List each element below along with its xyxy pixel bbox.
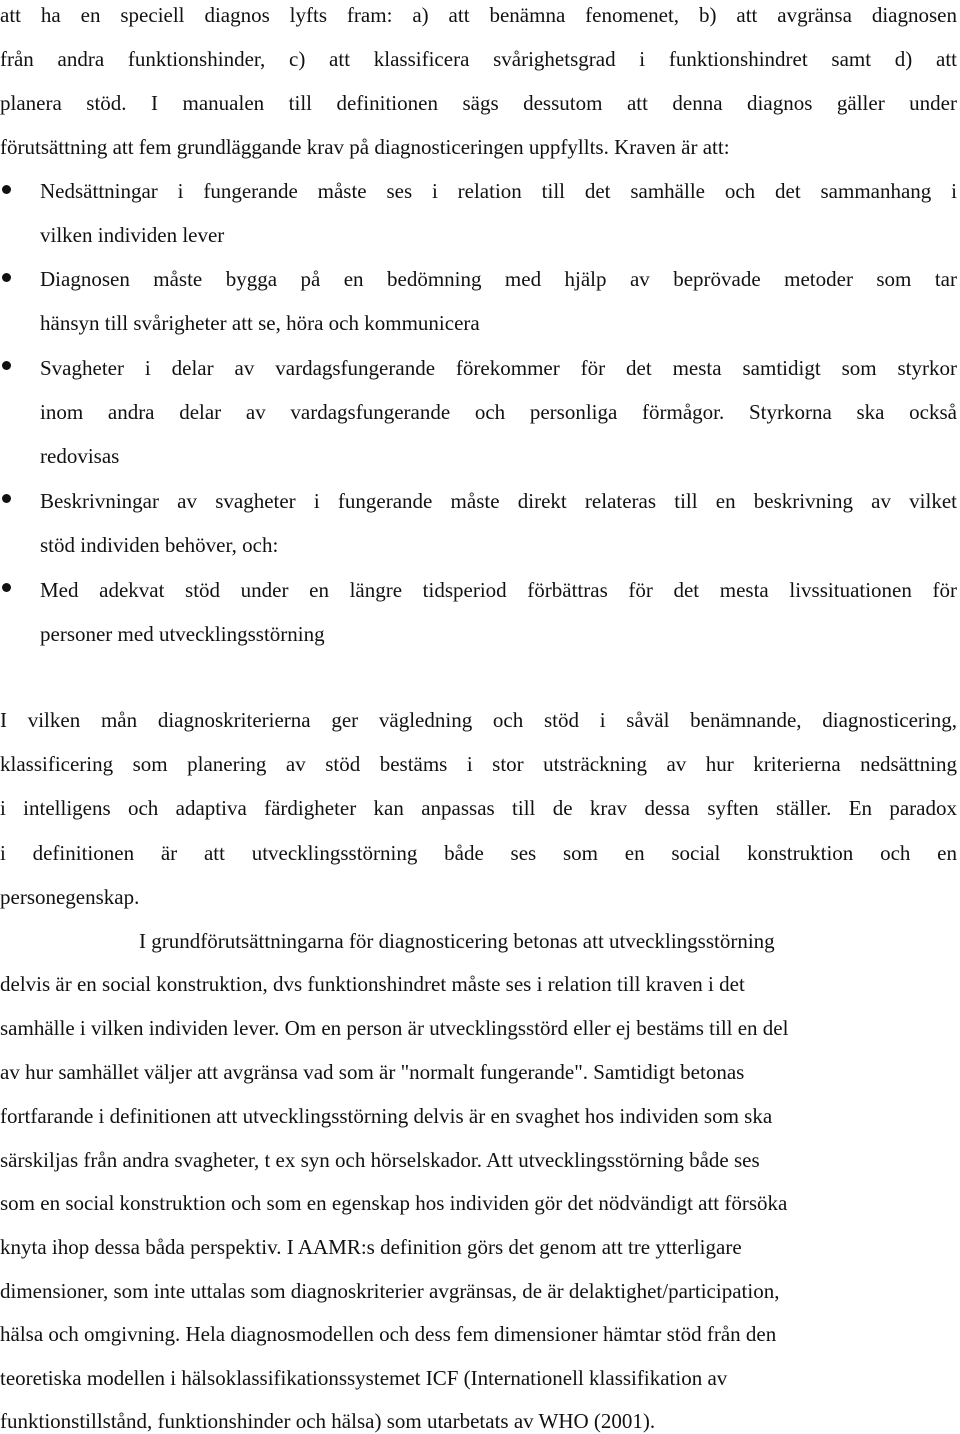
bullet-2-line-2: hänsyn till svårigheter att se, höra och kommunicera [40, 311, 480, 335]
bullet-3-line-3: redovisas [40, 444, 120, 468]
paragraph-3-line-1: I grundförutsättningarna för diagnosticering betonas att utvecklingsstörning [139, 929, 775, 953]
paragraph-3-line-11: teoretiska modellen i hälsoklassifikationssystemet ICF (Internationell klassifikation av [0, 1366, 728, 1390]
paragraph-2-line-3: i intelligens och adaptiva färdigheter kan anpassas till de krav dessa syften ställer. En paradox [0, 796, 957, 820]
paragraph-3-line-2: delvis är en social konstruktion, dvs funktionshindret måste ses i relation till kraven i det [0, 972, 745, 996]
intro-line-2: från andra funktionshinder, c) att klassificera svårighetsgrad i funktionshindret samt d) att [0, 47, 957, 71]
bullet-5-line-1: Med adekvat stöd under en längre tidsperiod förbättras för det mesta livssituationen för [40, 578, 957, 602]
paragraph-3-line-4: av hur samhället väljer att avgränsa vad som är "normalt fungerande". Samtidigt betonas [0, 1060, 745, 1084]
intro-line-1: att ha en speciell diagnos lyfts fram: a) att benämna fenomenet, b) att avgränsa diagnosen [0, 3, 957, 27]
paragraph-2-line-1: I vilken mån diagnoskriterierna ger vägledning och stöd i såväl benämnande, diagnosticering, [0, 708, 957, 732]
bullet-marker [2, 273, 11, 282]
paragraph-2-line-5: personegenskap. [0, 885, 140, 909]
paragraph-3-line-7: som en social konstruktion och som en egenskap hos individen gör det nödvändigt att försöka [0, 1191, 788, 1215]
bullet-4-line-1: Beskrivningar av svagheter i fungerande måste direkt relateras till en beskrivning av vilket [40, 489, 957, 513]
paragraph-3-line-12: funktionstillstånd, funktionshinder och hälsa) som utarbetats av WHO (2001). [0, 1409, 656, 1433]
paragraph-3-line-9: dimensioner, som inte uttalas som diagnoskriterier avgränsas, de är delaktighet/participation, [0, 1279, 780, 1303]
bullet-marker [2, 361, 11, 370]
bullet-2-line-1: Diagnosen måste bygga på en bedömning med hjälp av beprövade metoder som tar [40, 267, 957, 291]
paragraph-2-line-2: klassificering som planering av stöd bestäms i stor utsträckning av hur kriterierna nedsättning [0, 752, 957, 776]
paragraph-3-line-3: samhälle i vilken individen lever. Om en person är utvecklingsstörd eller ej bestäms till en del [0, 1016, 789, 1040]
bullet-1-line-2: vilken individen lever [40, 223, 225, 247]
bullet-marker [2, 494, 11, 503]
paragraph-3-line-10: hälsa och omgivning. Hela diagnosmodellen och dess fem dimensioner hämtar stöd från den [0, 1322, 777, 1346]
bullet-3-line-2: inom andra delar av vardagsfungerande och personliga förmågor. Styrkorna ska också [40, 400, 957, 424]
bullet-marker [2, 185, 11, 194]
bullet-3-line-1: Svagheter i delar av vardagsfungerande förekommer för det mesta samtidigt som styrkor [40, 356, 957, 380]
bullet-4-line-2: stöd individen behöver, och: [40, 533, 279, 557]
bullet-1-line-1: Nedsättningar i fungerande måste ses i relation till det samhälle och det sammanhang i [40, 179, 957, 203]
paragraph-3-line-8: knyta ihop dessa båda perspektiv. I AAMR:s definition görs det genom att tre ytterligare [0, 1235, 742, 1259]
paragraph-3-line-6: särskiljas från andra svagheter, t ex syn och hörselskador. Att utvecklingsstörning både ses [0, 1148, 760, 1172]
bullet-marker [2, 583, 11, 592]
bullet-5-line-2: personer med utvecklingsstörning [40, 622, 325, 646]
paragraph-3-line-5: fortfarande i definitionen att utvecklingsstörning delvis är en svaghet hos individen som ska [0, 1104, 773, 1128]
intro-line-4: förutsättning att fem grundläggande krav på diagnosticeringen uppfyllts. Kraven är att: [0, 135, 730, 159]
paragraph-2-line-4: i definitionen är att utvecklingsstörning både ses som en social konstruktion och en [0, 841, 957, 865]
intro-line-3: planera stöd. I manualen till definitionen sägs dessutom att denna diagnos gäller under [0, 91, 957, 115]
